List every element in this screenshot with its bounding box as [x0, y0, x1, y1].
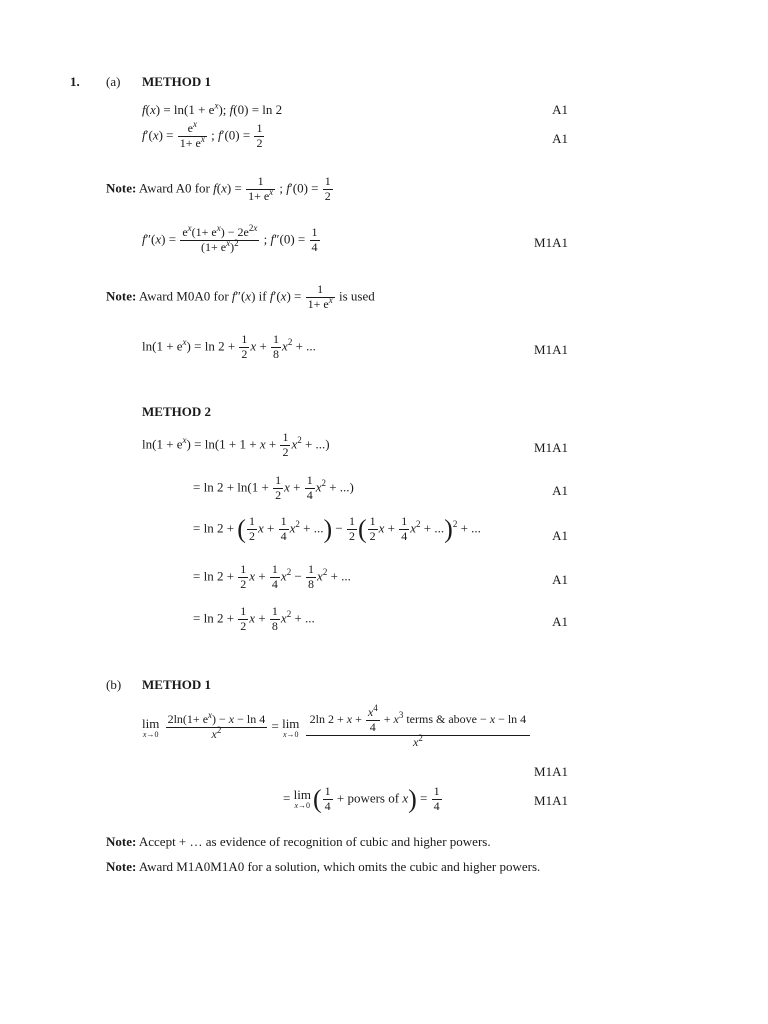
equation: lim x→0 $\frac{2\ln(1+ e^x) - x - \ln 4}{x^2}$ = lim x→0 2ln 2 + x + $\frac{x^4}{4}$ + $x^3$ terms & above − x − ln 4 $x^2$	[142, 706, 531, 749]
mark-label: A1	[552, 483, 568, 498]
equation: = lim x→0 ( $\frac{1}{4}$ + powers of x) = $\frac{1}{4}$	[283, 784, 440, 814]
note-label: Note:	[106, 180, 137, 196]
part-b-label: (b)	[106, 677, 122, 692]
mark-label: A1	[552, 572, 568, 587]
method-heading: METHOD 2	[142, 404, 211, 419]
note-text: Accept + … as evidence of recognition of cubic and higher powers.	[138, 834, 491, 849]
mark-label: A1	[552, 102, 568, 117]
note-tail: is used	[338, 288, 375, 304]
equation: = ln 2 + ln(1 + $\frac{1}{2}$ x + $\frac{1}{4}$ $x^2$ + ...)	[193, 473, 354, 502]
note	[106, 860, 540, 873]
method-heading: METHOD 1	[142, 74, 211, 89]
mark-label: A1	[552, 131, 568, 146]
note	[106, 835, 491, 848]
mark-label: M1A1	[534, 235, 568, 250]
note-label: Note:	[106, 859, 137, 874]
mark-label: M1A1	[534, 764, 568, 779]
question-number: 1.	[70, 74, 80, 89]
equation: f″(x) = $\frac{e^x(1+ e^x) - 2e^{2x}}{(1+ e^x)^2}$ ; f″(0) = $\frac{1}{4}$	[142, 223, 318, 254]
mark-label: M1A1	[534, 440, 568, 455]
note: Note: Award M0A0 for f″(x) if f′(x) = $\frac{1}{1+ e^x}$ is used	[106, 282, 375, 311]
note-text: Award M0A0 for	[138, 288, 229, 304]
mark-label: A1	[552, 614, 568, 629]
equation: $f(x) = \ln(1 + e^x)$; f(0) = ln 2	[142, 100, 283, 117]
note-label: Note:	[106, 834, 137, 849]
mark-label: M1A1	[534, 342, 568, 357]
equation: $\ln(1 + e^x) = \ln(1 + 1 + x$ + $\frac{1}{2}$ $x^2$ + ...)	[142, 430, 330, 459]
note-text: Award M1A0M1A0 for a solution, which omits the cubic and higher powers.	[138, 859, 541, 874]
part-a-label: (a)	[106, 74, 121, 89]
mark-label: M1A1	[534, 793, 568, 808]
equation: = ln 2 + ( $\frac{1}{2}$ x + $\frac{1}{4}$ $x^2$ + ...) − $\frac{1}{2}$ ( $\frac{1}{2}$ x + $\frac{1}{4}$ $x^2 + ...)^2$ + ...	[193, 514, 481, 544]
method-heading: METHOD 1	[142, 677, 211, 692]
equation: = ln 2 + $\frac{1}{2}$ x + $\frac{1}{8}$ $x^2$ + ...	[193, 604, 315, 633]
note-text: Award A0 for	[138, 180, 210, 196]
note-label: Note:	[106, 288, 137, 304]
equation: $\ln(1 + e^x) = \ln 2$ + $\frac{1}{2}$ x + $\frac{1}{8}$ $x^2$ + ...	[142, 332, 316, 361]
note: Note: Award A0 for f(x) = $\frac{1}{1+ e^x}$ ; f′(0) = $\frac{1}{2}$	[106, 174, 331, 203]
equation: f′(x) = $\frac{e^x}{1+ e^x}$ ; f′(0) = $\frac{1}{2}$	[142, 119, 263, 150]
equation: = ln 2 + $\frac{1}{2}$ x + $\frac{1}{4}$ $x^2$ − $\frac{1}{8}$ $x^2$ + ...	[193, 562, 351, 591]
mark-label: A1	[552, 528, 568, 543]
